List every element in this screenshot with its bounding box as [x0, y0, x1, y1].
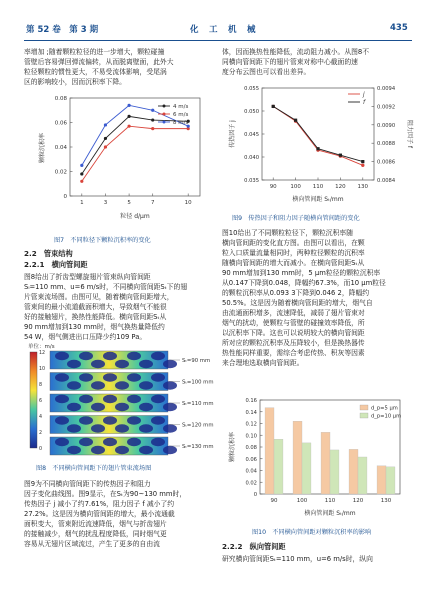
fig9-ytick-right-label: 0.0090 — [377, 122, 396, 129]
fig8-tube — [139, 446, 153, 454]
fig9-data-point — [272, 105, 275, 108]
fig8-tube — [55, 395, 69, 403]
fig8-colorbar-tick: 10 — [39, 367, 46, 372]
fig10-bar — [293, 421, 302, 494]
section-2-2-1: 2.2.1 横向管间距 — [24, 260, 88, 269]
fig8-tube — [55, 352, 69, 360]
fig8-tube — [91, 381, 105, 389]
fig7-xtick-label: 7 — [150, 200, 155, 206]
left-paragraph-bottom: 图9为不同横向管间距下的传热因子和阻力 因子变化曲线图。图9显示，在Sₜ为90~130 mm时， 传热因子 j 减小了约7.61%，阻力因子 f 减小了约 27.2%。这是因为横向管间距的增大，最小流通截 面积变大，管束附近流速降低，烟气与折齿翅片 的接触减少，烟气的扰乱程度降低，同时烟气更 容易从无翅片区域流过，产生了更多的自由流 — [24, 480, 187, 548]
fig8-tube — [139, 403, 153, 411]
fig10-bar — [358, 457, 367, 494]
journal-volume: 第 52 卷 第 3 期 — [26, 25, 99, 35]
fig10-bar — [377, 466, 386, 494]
fig9-data-point — [316, 147, 319, 150]
fig9-ytick-left-label: 0.045 — [244, 132, 259, 138]
fig8-tube — [127, 395, 141, 403]
fig7-ytick-label: 0.06 — [54, 120, 67, 127]
fig9-xtick-label: 100 — [290, 184, 301, 190]
fig8-colorbar-tick: 0 — [39, 447, 43, 452]
left-paragraph-top: 率增加 ;随着颗粒粒径的进一步增大，颗粒碰撞 管壁后容易弹回弹流偏转，从而脱离壁面，此外大 粒径颗粒的惯性更大，不易受流体影响，受尾涡 区的影响较小，因而沉积率下降。 — [24, 48, 174, 86]
fig9-ytick-left-label: 0.035 — [244, 178, 259, 184]
fig9-series-line — [273, 106, 363, 165]
fig8-tube — [79, 373, 93, 381]
fig8-panel — [50, 394, 213, 412]
fig7-data-point — [127, 104, 130, 107]
fig9-series-line — [273, 106, 363, 161]
fig9-data-point — [361, 160, 364, 163]
fig9-legend-label: j — [363, 92, 365, 98]
fig9-ylabel-right: 阻力因子 f — [406, 119, 413, 149]
fig9-data-point — [294, 119, 297, 122]
fig8-tube — [151, 416, 165, 424]
fig7-ylabel: 颗粒沉积率 — [39, 132, 46, 164]
fig9-data-point — [339, 154, 342, 157]
fig8-tube — [67, 381, 81, 389]
fig7-xtick-label: 1 — [80, 200, 84, 206]
fig10-legend-label: d_p=10 μm — [371, 413, 402, 420]
fig8-tube — [151, 438, 165, 446]
fig8-tube — [67, 403, 81, 411]
fig8-panel — [50, 351, 210, 369]
fig10-ytick-label: 0.16 — [245, 398, 257, 404]
fig8-flowfield — [26, 342, 214, 460]
fig9-data-point — [361, 164, 364, 167]
fig7-caption: 图7 不同粒径下颗粒沉积率的变化 — [54, 237, 151, 244]
fig10-bar — [321, 432, 330, 494]
fig7-xlabel: 粒径 d/μm — [120, 213, 150, 220]
fig10-bar — [386, 467, 395, 494]
fig8-colorbar — [30, 352, 37, 448]
fig8-panel-label: Sₜ=130 mm — [182, 444, 214, 450]
fig10-bar — [274, 439, 283, 494]
fig7-xtick-label: 5 — [127, 200, 131, 206]
fig10-ytick-label: 0.12 — [245, 421, 257, 428]
fig10-ytick-label: 0.02 — [245, 480, 257, 487]
fig8-colorbar-tick: 4 — [39, 415, 43, 420]
fig8-tube — [115, 360, 129, 368]
fig8-tube — [55, 416, 69, 424]
fig9-ytick-right-label: 0.0088 — [377, 141, 396, 148]
fig10-bar — [330, 450, 339, 494]
fig10-legend-swatch — [360, 405, 368, 410]
fig7-data-point — [104, 145, 107, 148]
fig7-legend-marker — [163, 105, 166, 108]
fig8-tube — [163, 360, 177, 368]
fig7-data-point — [151, 109, 154, 112]
fig10-chart — [224, 394, 414, 524]
fig8-tube — [79, 416, 93, 424]
fig8-tube — [139, 360, 153, 368]
fig8-colorbar-tick: 8 — [39, 383, 43, 388]
fig9-xtick-label: 130 — [357, 184, 369, 190]
fig9-ytick-right-label: 0.0084 — [377, 178, 396, 184]
fig10-xtick-label: 100 — [296, 498, 308, 504]
fig8-tube — [127, 438, 141, 446]
fig7-data-point — [127, 115, 130, 118]
fig7-chart — [30, 92, 218, 232]
fig8-colorbar-tick: 12 — [39, 351, 46, 356]
fig9-ylabel-left: 传热因子 j — [229, 120, 236, 148]
fig9-legend-label: f — [363, 100, 366, 106]
fig8-tube — [103, 416, 117, 424]
fig8-panel-label: Sₜ=120 mm — [182, 422, 214, 429]
fig7-data-point — [104, 137, 107, 140]
page-number: 435 — [390, 23, 408, 33]
fig8-tube — [91, 424, 105, 432]
fig8-tube — [115, 381, 129, 389]
left-paragraph-2-2-1: 图8给出了折齿型螺旋翅片管束纵向管间距 Sₗ=110 mm、u=6 m/s时，不同横向管间距Sₜ下的翅 片管束流场图。由图可见，随着横向管间距增大， 管束间的最小流道截面积增大，导致烟气不能很 好的接触翅片，换热性能降低。横向管间距Sₜ从 90 mm增加到130 mm时，烟气换热量降低约 54 W，烟气侧进出口压降少约109 Pa。 — [24, 273, 188, 341]
fig8-caption: 图8 不同横向管间距下的翅片管束流场图 — [36, 465, 152, 472]
fig8-tube — [163, 424, 177, 432]
fig10-xtick-label: 120 — [352, 498, 364, 504]
fig8-panel-label: Sₜ=110 mm — [182, 401, 214, 407]
fig8-panel — [50, 373, 213, 391]
fig8-tube — [79, 352, 93, 360]
fig10-bar — [265, 408, 274, 494]
fig8-tube — [127, 373, 141, 381]
fig8-tube — [151, 373, 165, 381]
header-rule — [24, 40, 412, 41]
fig8-tube — [91, 360, 105, 368]
fig8-tube — [139, 381, 153, 389]
fig7-data-point — [104, 123, 107, 126]
fig9-ytick-right-label: 0.0092 — [377, 104, 396, 111]
fig8-tube — [115, 403, 129, 411]
fig7-ytick-label: 0.02 — [54, 169, 67, 176]
right-paragraph-bottom: 研究横向管间距Sₜ=110 mm，u=6 m/s时，纵向 — [222, 555, 373, 563]
fig9-ytick-right-label: 0.0094 — [377, 86, 396, 92]
fig7-legend-label: 4 m/s — [173, 104, 189, 110]
section-2-2-2: 2.2.2 纵向管间距 — [222, 542, 286, 551]
fig10-ytick-label: 0.08 — [245, 445, 257, 451]
fig9-xtick-label: 110 — [312, 184, 324, 190]
fig8-tube — [151, 352, 165, 360]
fig9-xtick-label: 120 — [335, 184, 346, 190]
fig8-tube — [163, 446, 177, 454]
fig7-ytick-label: 0.08 — [54, 96, 67, 102]
fig8-panel — [50, 416, 213, 434]
fig8-colorbar-tick: 6 — [39, 399, 43, 404]
fig10-bar — [349, 449, 358, 494]
fig8-tube — [127, 352, 141, 360]
fig9-caption: 图9 传热因子和阻力因子随横向管间距的变化 — [232, 215, 360, 222]
fig9-xlabel: 横向管间距 Sₜ/mm — [292, 196, 344, 203]
fig10-ytick-label: 0.10 — [245, 433, 257, 440]
fig8-colorbar-tick: 2 — [39, 431, 43, 436]
fig7-ytick-label: 0 — [63, 194, 67, 200]
fig7-ytick-label: 0.04 — [54, 145, 67, 151]
fig10-caption: 图10 不同横向管间距对颗粒沉积率的影响 — [252, 529, 372, 536]
fig8-tube — [163, 403, 177, 411]
fig8-tube — [79, 438, 93, 446]
fig8-panel — [50, 437, 213, 455]
fig9-ytick-left-label: 0.050 — [244, 109, 259, 115]
fig8-tube — [139, 424, 153, 432]
fig7-legend-marker — [163, 113, 166, 116]
fig8-unit-label: 单位：m/s — [28, 344, 55, 350]
fig10-ytick-label: 0.04 — [245, 468, 257, 475]
fig8-tube — [91, 446, 105, 454]
fig9-ytick-right-label: 0.0086 — [377, 159, 396, 166]
fig7-legend-label: 8 m/s — [173, 120, 189, 126]
fig8-tube — [115, 424, 129, 432]
right-paragraph-top: 体，因而换热性能降低，流动阻力减小。从图8不 同横向管间距下的翅片管束对称中心截面的速 度分布云图也可以看出差异。 — [222, 48, 370, 76]
fig7-legend-label: 6 m/s — [173, 112, 189, 118]
fig7-data-point — [80, 172, 83, 175]
fig10-ytick-label: 0.14 — [245, 409, 257, 416]
fig8-tube — [103, 395, 117, 403]
fig10-xtick-label: 90 — [270, 498, 278, 504]
fig7-xtick-label: 10 — [184, 200, 192, 206]
fig7-xtick-label: 3 — [103, 200, 108, 206]
fig10-xlabel: 横向管间距 Sₜ/mm — [304, 510, 356, 517]
fig7-legend-marker — [163, 121, 166, 124]
fig7-data-point — [151, 127, 154, 130]
fig8-tube — [67, 446, 81, 454]
fig10-xtick-label: 130 — [380, 498, 392, 504]
fig8-tube — [91, 403, 105, 411]
fig8-tube — [55, 438, 69, 446]
fig9-chart — [224, 80, 414, 210]
fig10-ytick-label: 0 — [253, 492, 257, 498]
fig8-tube — [127, 416, 141, 424]
fig8-tube — [67, 360, 81, 368]
fig10-ylabel: 颗粒沉积率 — [229, 431, 236, 463]
fig10-legend-label: d_p=5 μm — [371, 405, 398, 412]
fig8-tube — [103, 352, 117, 360]
fig10-bar — [302, 443, 311, 494]
fig8-panel-label: Sₜ=90 mm — [182, 358, 211, 364]
fig9-ytick-left-label: 0.055 — [244, 86, 259, 92]
fig7-data-point — [151, 118, 154, 121]
fig7-data-point — [127, 125, 130, 128]
fig8-tube — [151, 395, 165, 403]
fig10-ytick-label: 0.06 — [245, 456, 257, 463]
fig8-tube — [103, 373, 117, 381]
fig7-data-point — [80, 164, 83, 167]
fig8-tube — [115, 446, 129, 454]
fig7-data-point — [80, 180, 83, 183]
fig8-tube — [55, 373, 69, 381]
fig10-xtick-label: 110 — [324, 498, 336, 504]
fig8-panel-label: Sₜ=100 mm — [182, 379, 214, 386]
fig9-ytick-left-label: 0.040 — [244, 155, 259, 161]
fig10-legend-swatch — [360, 413, 368, 418]
journal-title: 化 工 机 械 — [190, 25, 257, 35]
fig8-tube — [67, 424, 81, 432]
fig8-tube — [79, 395, 93, 403]
fig8-tube — [163, 381, 177, 389]
section-2-2: 2.2 管束结构 — [24, 249, 73, 258]
fig8-tube — [103, 438, 117, 446]
fig9-xtick-label: 90 — [269, 184, 277, 190]
right-paragraph-mid: 图10给出了不同颗粒粒径下，颗粒沉积率随 横向管间距的变化直方图。由图可以看出，在颗 粒入口质量流量相同时，两种粒径颗粒的沉积率 随横向管间距的增大而减小。在横向管间距Sₜ从 90 mm增加到130 mm时，5 μm粒径的颗粒沉积率 从0.147下降到0.048，降幅约67.3%，而10 μm粒径 的颗粒沉积率从0.093 3下降到0.046 2，降幅约 50.5%。这是因为随着横向管间距的增大，烟气自 由流通面积增多，流速降低，减弱了翅片管束对 烟气的扰动，使颗粒与管壁的碰撞效率降低，所 以沉积率下降。这也可以说明较大的横向管间距 所对应的颗粒沉积率及压降较小，但是换热器传 热性能同样重要，需综合考虑传热、积灰等因素 来合理地选取横向管间距。 — [222, 229, 386, 367]
fig7-series-line — [82, 126, 188, 181]
